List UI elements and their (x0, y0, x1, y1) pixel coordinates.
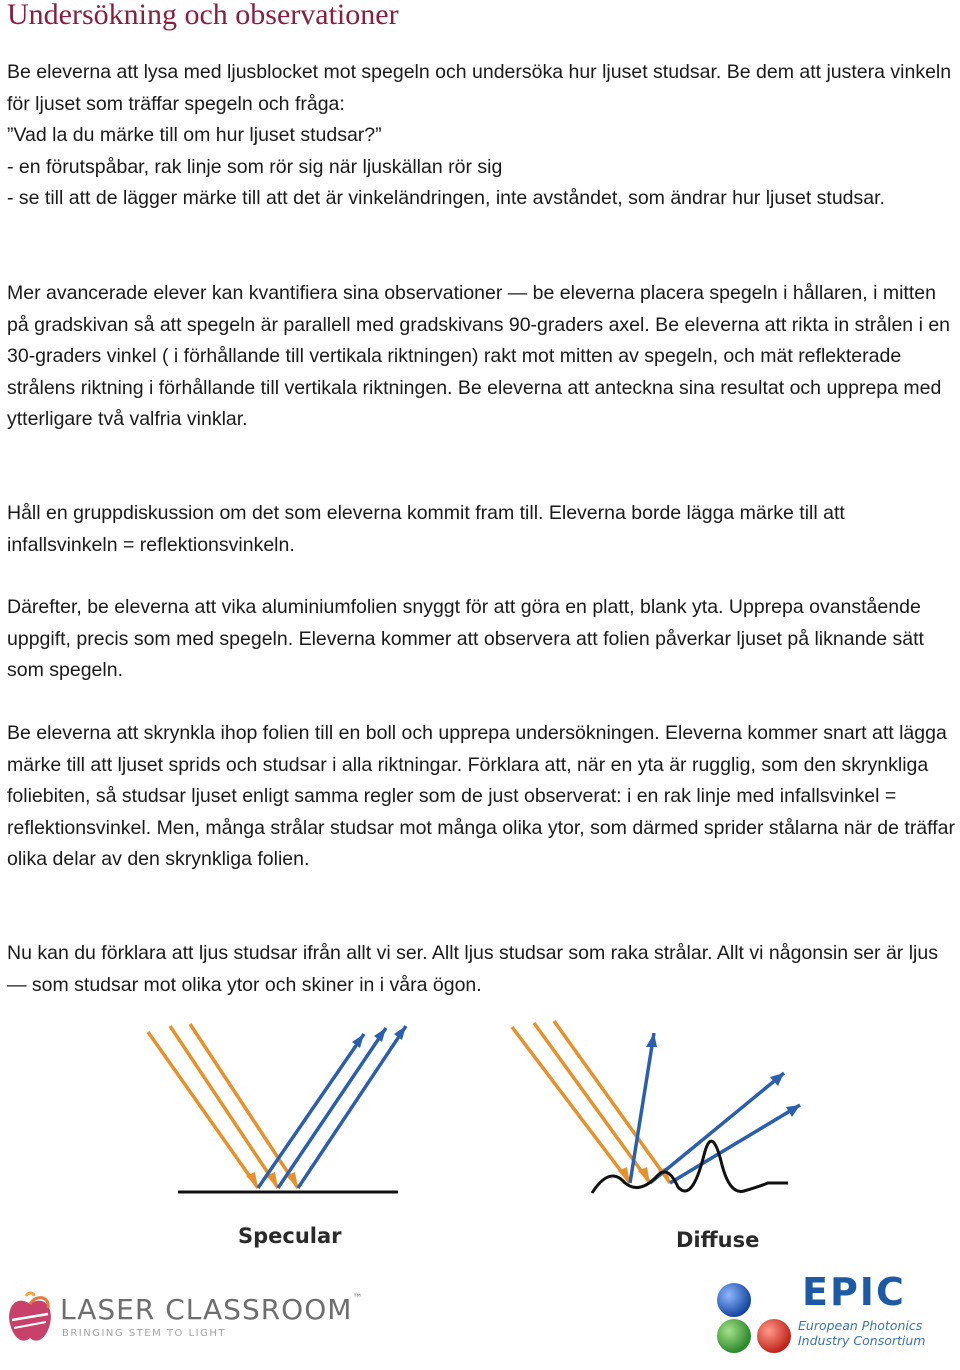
diffuse-incident-rays (512, 1021, 670, 1183)
paragraph-1-answer-2: - se till att de lägger märke till att det är vinkeländringen, inte avståndet, som ändrar hur ljuset studsar. (7, 187, 885, 209)
page-title: Undersökning och observationer (7, 0, 399, 31)
paragraph-1 (7, 57, 957, 215)
epic-full-name (798, 1318, 925, 1348)
paragraph-4: Därefter, be eleverna att vika aluminiumfolien snyggt för att göra en platt, blank yta. Upprepa ovanstående uppgift, precis som med spegeln. Eleverna kommer att observera att folien påverkar ljuset på liknande sätt som spegeln. (7, 596, 924, 681)
specular-incident-arrowheads (246, 1172, 298, 1188)
laser-classroom-logo (6, 1290, 364, 1350)
paragraph-5: Be eleverna att skrynkla ihop folien till en boll och upprepa undersökningen. Eleverna kommer snart att lägga märke till att ljuset sprids och studsar i alla riktningar. Förklara att, när en yta är rugglig, som den skrynkliga foliebiten, så studsar ljuset enligt samma regler som de just observerat: i en rak linje med infallsvinkel = reflektionsvinkel. Men, många strålar studsar mot många olika ytor, som därmed sprider stålarna när de träffar olika delar av den skrynkliga folien. (7, 722, 955, 870)
epic-wordmark: EPIC (802, 1270, 906, 1314)
paragraph-2: Mer avancerade elever kan kvantifiera sina observationer — be eleverna placera spegeln i hållaren, i mitten på gradskivan så att spegeln är parallell med gradskivans 90-graders axel. Be eleverna att rikta in strålen i en 30-graders vinkel ( i förhållande till vertikala riktningen) rakt mot mitten av spegeln, och mät reflekterade strålens riktning i förhållande till vertikala riktningen. Be eleverna att anteckna sina resultat och upprepa med ytterligare två valfria vinklar. (7, 282, 951, 430)
epic-line-1: European Photonics (798, 1318, 923, 1333)
paragraph-1-answer-1: - en förutspåbar, rak linje som rör sig när ljuskällan rör sig (7, 155, 503, 178)
laser-classroom-wordmark (60, 1293, 363, 1326)
epic-spheres-icon (714, 1278, 798, 1354)
paragraph-1-intro: Be eleverna att lysa med ljusblocket mot spegeln och undersöka hur ljuset studsar. Be dem att justera vinkeln för ljuset som träffar spegeln och fråga: (7, 61, 952, 115)
diffuse-reflection-diagram (500, 1015, 900, 1260)
epic-logo (714, 1270, 944, 1356)
laser-classroom-name: LASER CLASSROOM (60, 1293, 353, 1326)
apple-icon (6, 1290, 54, 1346)
diffuse-label: Diffuse (676, 1228, 760, 1252)
specular-label: Specular (238, 1224, 342, 1248)
trademark-symbol: ™ (352, 1293, 364, 1304)
diffuse-scattered-arrowheads (646, 1033, 800, 1117)
paragraph-6: Nu kan du förklara att ljus studsar ifrån allt vi ser. Allt ljus studsar som raka strålar. Allt vi någonsin ser är ljus — som studsar mot olika ytor och skiner in i våra ögon. (7, 942, 938, 996)
paragraph-1-question: ”Vad la du märke till om hur ljuset studsar?” (7, 124, 382, 146)
epic-line-2: Industry Consortium (798, 1333, 926, 1348)
laser-classroom-tagline: BRINGING STEM TO LIGHT (62, 1328, 226, 1339)
paragraph-3: Håll en gruppdiskussion om det som eleverna kommit fram till. Eleverna borde lägga märke till att infallsvinkeln = reflektionsvinkeln. (7, 502, 845, 556)
